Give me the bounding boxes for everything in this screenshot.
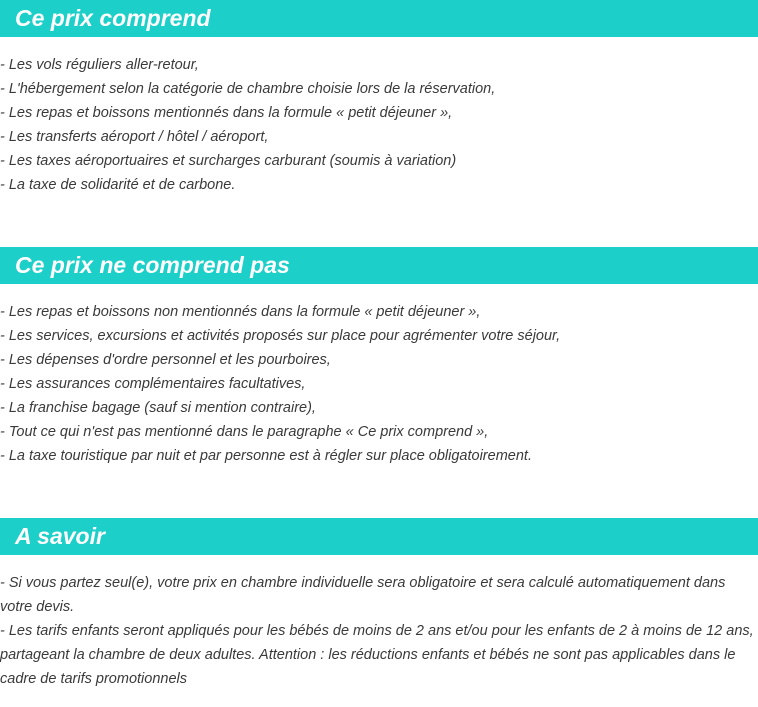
list-item: - Les services, excursions et activités proposés sur place pour agrémenter votre séjour, [0,328,561,344]
section-title: Ce prix comprend [0,0,758,37]
section-good-to-know [0,518,758,691]
list-item: - Tout ce qui n'est pas mentionné dans le paragraphe « Ce prix comprend », [0,424,489,440]
list-item: - Les assurances complémentaires facultatives, [0,376,306,392]
section-title: A savoir [0,518,758,555]
list-item: - La franchise bagage (sauf si mention contraire), [0,400,316,416]
list-item: - L'hébergement selon la catégorie de chambre choisie lors de la réservation, [0,81,496,97]
list-item: - Les vols réguliers aller-retour, [0,57,199,73]
section-included [0,0,758,197]
list-item: - Les transferts aéroport / hôtel / aéroport, [0,129,269,145]
list-item: - La taxe touristique par nuit et par personne est à régler sur place obligatoirement. [0,448,532,464]
section-content [0,53,758,197]
list-item: - La taxe de solidarité et de carbone. [0,177,236,193]
list-item: - Les dépenses d'ordre personnel et les pourboires, [0,352,331,368]
section-not-included [0,247,758,468]
paragraph: - Si vous partez seul(e), votre prix en chambre individuelle sera obligatoire et sera calculé automatiquement dans votre devis. [0,575,726,615]
list-item: - Les repas et boissons non mentionnés dans la formule « petit déjeuner », [0,304,481,320]
section-content [0,571,758,691]
section-content [0,300,758,468]
paragraph: - Les tarifs enfants seront appliqués pour les bébés de moins de 2 ans et/ou pour les enfants de 2 à moins de 12 ans, partageant la chambre de deux adultes. Attention : les réductions enfants et bébés ne sont pas applicables dans le cadre de tarifs promotionnels [0,623,754,687]
list-item: - Les repas et boissons mentionnés dans la formule « petit déjeuner », [0,105,453,121]
list-item: - Les taxes aéroportuaires et surcharges carburant (soumis à variation) [0,153,457,169]
section-title: Ce prix ne comprend pas [0,247,758,284]
